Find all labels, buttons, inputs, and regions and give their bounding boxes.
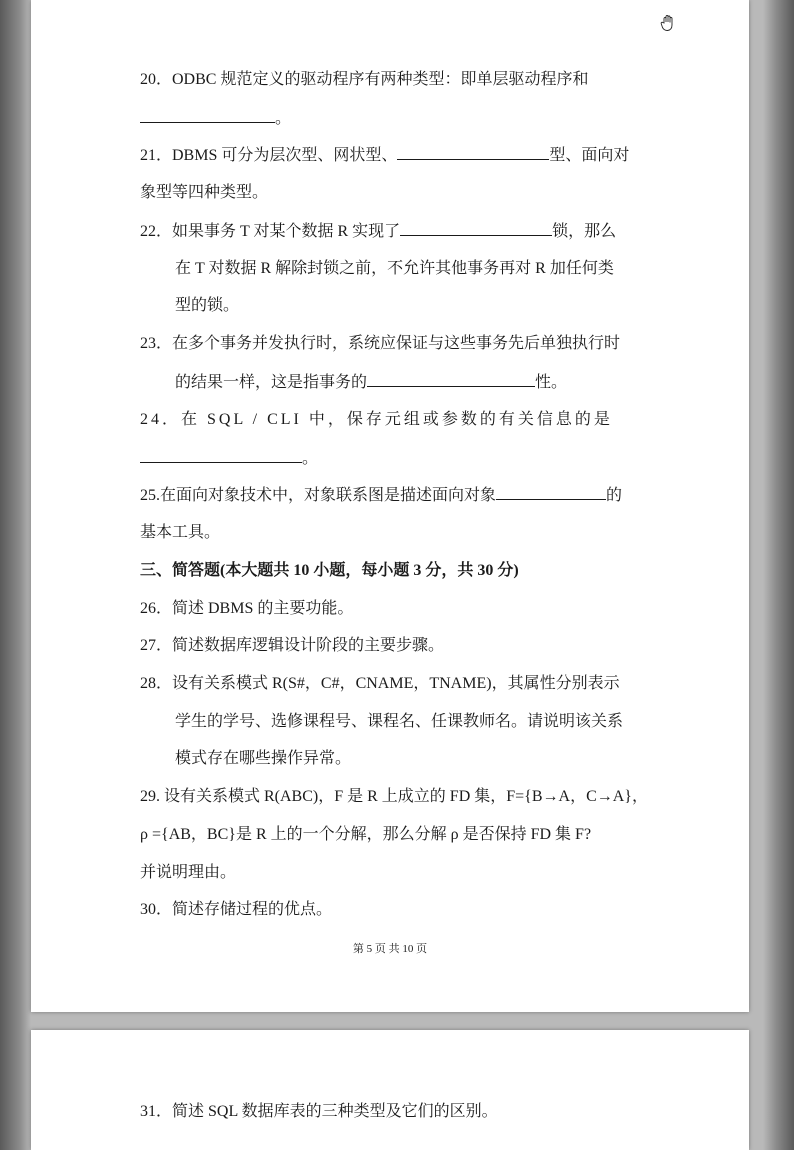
q29-line1: 29. 设有关系模式 R(ABC)，F 是 R 上成立的 FD 集，F={B→A，C→A}， [140, 788, 648, 805]
q27: 27．简述数据库逻辑设计阶段的主要步骤。 [140, 637, 445, 654]
q26: 26．简述 DBMS 的主要功能。 [140, 600, 354, 617]
q24-answer-blank[interactable] [140, 448, 302, 463]
q22-answer-blank[interactable] [400, 221, 552, 236]
q30: 30．简述存储过程的优点。 [140, 901, 333, 918]
q31: 31．简述 SQL 数据库表的三种类型及它们的区别。 [140, 1103, 498, 1120]
q20-answer-blank[interactable] [140, 108, 275, 123]
q25-answer-blank[interactable] [496, 485, 606, 500]
q20-line2: 。 [140, 108, 291, 129]
q23-answer-blank[interactable] [367, 372, 535, 387]
q29-line3: 并说明理由。 [140, 864, 237, 881]
page-footer: 第 5 页 共 10 页 [352, 943, 428, 955]
q22-line1: 22．如果事务 T 对某个数据 R 实现了 锁，那么 [140, 223, 617, 240]
hand-cursor-icon [660, 14, 676, 32]
q28-line1: 28．设有关系模式 R(S#，C#，CNAME，TNAME)，其属性分别表示 [140, 675, 620, 692]
q21-answer-blank[interactable] [397, 145, 549, 160]
q22-line3: 型的锁。 [175, 297, 240, 314]
q25-line1: 25.在面向对象技术中，对象联系图是描述面向对象 的 [140, 487, 623, 504]
q21-line1: 21．DBMS 可分为层次型、网状型、 型、面向对 [140, 147, 630, 164]
q23-line1: 23．在多个事务并发执行时，系统应保证与这些事务先后单独执行时 [140, 335, 621, 352]
q28-line2: 学生的学号、选修课程号、课程名、任课教师名。请说明该关系 [175, 713, 624, 730]
section-3-heading: 三、简答题(本大题共 10 小题，每小题 3 分，共 30 分) [140, 562, 519, 579]
q25-line2: 基本工具。 [140, 524, 221, 541]
q22-line2: 在 T 对数据 R 解除封锁之前，不允许其他事务再对 R 加任何类 [175, 260, 614, 277]
q24-line1: 24．在 SQL / CLI 中，保存元组或参数的有关信息的是 [140, 411, 613, 428]
q24-line2: 。 [140, 448, 318, 469]
document-page-6 [31, 1030, 749, 1150]
q28-line3: 模式存在哪些操作异常。 [175, 750, 352, 767]
document-page-5 [31, 0, 749, 1012]
q20-line1: 20．ODBC 规范定义的驱动程序有两种类型：即单层驱动程序和 [140, 71, 589, 88]
q23-line2: 的结果一样，这是指事务的 性。 [175, 374, 568, 391]
q29-line2: ρ ={AB，BC}是 R 上的一个分解，那么分解 ρ 是否保持 FD 集 F? [140, 826, 592, 843]
q21-line2: 象型等四种类型。 [140, 184, 269, 201]
